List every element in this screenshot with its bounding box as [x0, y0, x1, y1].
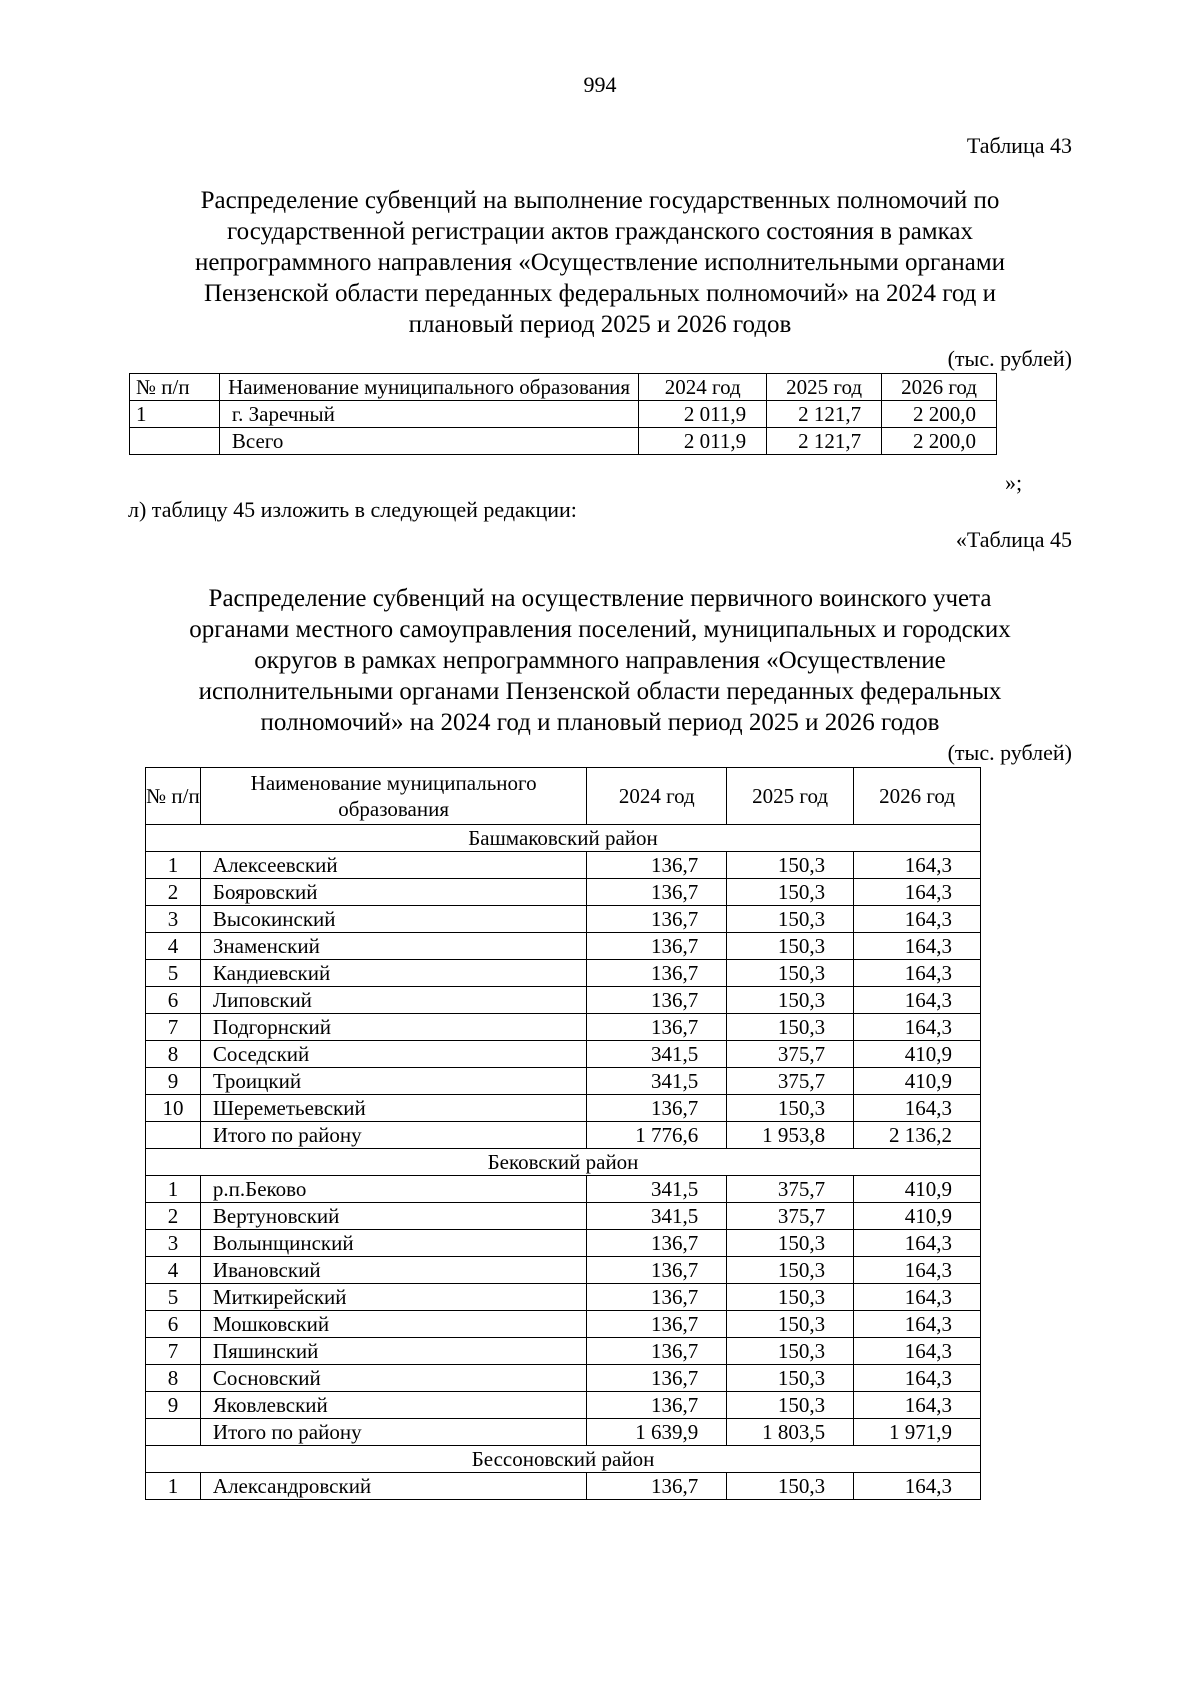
value-2025: 150,3 [727, 960, 854, 987]
table-row [146, 1311, 981, 1338]
total-row [146, 1122, 981, 1149]
value-2026: 164,3 [854, 906, 981, 933]
header-cell: 2024 год [639, 374, 767, 401]
table-row [130, 428, 997, 455]
table45-units: (тыс. рублей) [947, 740, 1072, 765]
header-cell: № п/п [130, 374, 220, 401]
table-row [146, 1473, 981, 1500]
table45-title-line: полномочий» на 2024 год и плановый период 2025 и 2026 годов [260, 709, 940, 736]
table43 [129, 373, 997, 455]
value-2024: 2 011,9 [639, 428, 767, 455]
value-2024: 136,7 [587, 933, 727, 960]
table45-title-line: исполнительными органами Пензенской области переданных федеральных [198, 678, 1002, 705]
table43-title-line: Распределение субвенций на выполнение государственных полномочий по [200, 187, 1000, 214]
row-name: Бояровский [200, 879, 586, 906]
value-2025: 2 121,7 [767, 401, 882, 428]
header-cell: 2026 год [854, 768, 981, 825]
table-row [146, 1257, 981, 1284]
table-row [146, 1014, 981, 1041]
value-2026: 2 136,2 [854, 1122, 981, 1149]
row-name: г. Заречный [219, 401, 638, 428]
header-cell: 2025 год [727, 768, 854, 825]
table43-title-line: непрограммного направления «Осуществление исполнительными органами [194, 249, 1006, 276]
row-index: 6 [146, 987, 201, 1014]
table-row [146, 1230, 981, 1257]
value-2026: 410,9 [854, 1041, 981, 1068]
value-2026: 410,9 [854, 1068, 981, 1095]
row-name: Алексеевский [200, 852, 586, 879]
header-cell: Наименование муниципального образования [200, 768, 586, 825]
row-index: 2 [146, 879, 201, 906]
value-2026: 410,9 [854, 1176, 981, 1203]
value-2024: 341,5 [587, 1041, 727, 1068]
row-index: 1 [146, 1176, 201, 1203]
row-name: Шереметьевский [200, 1095, 586, 1122]
value-2026: 164,3 [854, 1014, 981, 1041]
row-index: 8 [146, 1365, 201, 1392]
row-index [146, 1122, 201, 1149]
row-name: Яковлевский [200, 1392, 586, 1419]
value-2024: 1 776,6 [587, 1122, 727, 1149]
row-index: 4 [146, 1257, 201, 1284]
value-2026: 164,3 [854, 879, 981, 906]
value-2025: 2 121,7 [767, 428, 882, 455]
table43-title-line: государственной регистрации актов гражданского состояния в рамках [227, 218, 973, 245]
value-2025: 150,3 [727, 1365, 854, 1392]
table-row [146, 960, 981, 987]
row-name: Итого по району [200, 1419, 586, 1446]
table45-title-line: Распределение субвенций на осуществление первичного воинского учета [208, 585, 992, 612]
row-name: р.п.Беково [200, 1176, 586, 1203]
table-row [146, 1203, 981, 1230]
value-2024: 341,5 [587, 1176, 727, 1203]
table43-units: (тыс. рублей) [947, 346, 1072, 371]
value-2026: 164,3 [854, 960, 981, 987]
table-row [130, 401, 997, 428]
value-2024: 136,7 [587, 1095, 727, 1122]
row-index: 3 [146, 906, 201, 933]
row-index [130, 428, 220, 455]
value-2025: 150,3 [727, 1230, 854, 1257]
value-2024: 136,7 [587, 1392, 727, 1419]
row-index: 10 [146, 1095, 201, 1122]
value-2024: 136,7 [587, 960, 727, 987]
value-2025: 150,3 [727, 1338, 854, 1365]
header-cell: № п/п [146, 768, 201, 825]
row-name: Миткирейский [200, 1284, 586, 1311]
value-2025: 375,7 [727, 1068, 854, 1095]
table45-label: «Таблица 45 [955, 527, 1072, 552]
row-index: 7 [146, 1014, 201, 1041]
row-index: 5 [146, 1284, 201, 1311]
value-2024: 136,7 [587, 1230, 727, 1257]
row-index: 7 [146, 1338, 201, 1365]
row-index: 2 [146, 1203, 201, 1230]
table-row [146, 1365, 981, 1392]
row-index: 1 [146, 852, 201, 879]
table-row [146, 1068, 981, 1095]
header-cell: 2026 год [882, 374, 997, 401]
row-index: 3 [146, 1230, 201, 1257]
value-2024: 341,5 [587, 1203, 727, 1230]
value-2024: 136,7 [587, 1284, 727, 1311]
table-row [146, 987, 981, 1014]
table45-title-line: органами местного самоуправления поселений, муниципальных и городских [189, 616, 1011, 643]
value-2025: 150,3 [727, 1392, 854, 1419]
value-2025: 150,3 [727, 933, 854, 960]
row-name: Соседский [200, 1041, 586, 1068]
header-cell: 2025 год [767, 374, 882, 401]
row-name: Сосновский [200, 1365, 586, 1392]
value-2025: 375,7 [727, 1176, 854, 1203]
value-2025: 150,3 [727, 879, 854, 906]
value-2026: 164,3 [854, 1473, 981, 1500]
row-index: 8 [146, 1041, 201, 1068]
value-2024: 136,7 [587, 1365, 727, 1392]
section-row [146, 1446, 981, 1473]
row-name: Липовский [200, 987, 586, 1014]
value-2024: 136,7 [587, 1473, 727, 1500]
value-2026: 164,3 [854, 1284, 981, 1311]
row-index: 1 [130, 401, 220, 428]
page-number: 994 [583, 72, 617, 97]
table43-title-line: плановый период 2025 и 2026 годов [408, 311, 792, 338]
table-row [146, 1392, 981, 1419]
value-2026: 164,3 [854, 987, 981, 1014]
value-2024: 136,7 [587, 1338, 727, 1365]
row-name: Кандиевский [200, 960, 586, 987]
row-name: Волынщинский [200, 1230, 586, 1257]
table45-title-line: округов в рамках непрограммного направления «Осуществление [254, 647, 946, 674]
row-index: 9 [146, 1068, 201, 1095]
value-2024: 341,5 [587, 1068, 727, 1095]
row-name: Ивановский [200, 1257, 586, 1284]
value-2025: 150,3 [727, 987, 854, 1014]
value-2025: 150,3 [727, 1311, 854, 1338]
row-index: 6 [146, 1311, 201, 1338]
value-2026: 164,3 [854, 1095, 981, 1122]
table-row [146, 1041, 981, 1068]
value-2025: 1 803,5 [727, 1419, 854, 1446]
value-2025: 375,7 [727, 1041, 854, 1068]
row-name: Пяшинский [200, 1338, 586, 1365]
section-title: Бековский район [146, 1149, 981, 1176]
value-2025: 375,7 [727, 1203, 854, 1230]
table-row [146, 852, 981, 879]
table45-body [146, 768, 981, 1500]
total-row [146, 1419, 981, 1446]
value-2026: 164,3 [854, 852, 981, 879]
table-row [146, 906, 981, 933]
value-2024: 136,7 [587, 852, 727, 879]
section-row [146, 1149, 981, 1176]
value-2025: 1 953,8 [727, 1122, 854, 1149]
row-name: Троицкий [200, 1068, 586, 1095]
table43-label: Таблица 43 [966, 133, 1072, 158]
section-title: Башмаковский район [146, 825, 981, 852]
value-2026: 164,3 [854, 1365, 981, 1392]
value-2025: 150,3 [727, 1257, 854, 1284]
value-2025: 150,3 [727, 906, 854, 933]
table45-title [120, 583, 1080, 738]
table-row [146, 879, 981, 906]
table43-title [120, 185, 1080, 340]
value-2026: 2 200,0 [882, 401, 997, 428]
value-2025: 150,3 [727, 1014, 854, 1041]
table45-header-row [146, 768, 981, 825]
value-2024: 2 011,9 [639, 401, 767, 428]
row-name: Высокинский [200, 906, 586, 933]
row-index: 1 [146, 1473, 201, 1500]
table-row [146, 1095, 981, 1122]
value-2024: 136,7 [587, 1257, 727, 1284]
section-row [146, 825, 981, 852]
value-2026: 2 200,0 [882, 428, 997, 455]
value-2024: 1 639,9 [587, 1419, 727, 1446]
value-2025: 150,3 [727, 1095, 854, 1122]
value-2025: 150,3 [727, 852, 854, 879]
header-cell: 2024 год [587, 768, 727, 825]
row-index: 4 [146, 933, 201, 960]
table43-closing-quote: »; [1005, 470, 1023, 495]
value-2024: 136,7 [587, 906, 727, 933]
row-name: Мошковский [200, 1311, 586, 1338]
table-row [146, 933, 981, 960]
value-2026: 410,9 [854, 1203, 981, 1230]
header-cell: Наименование муниципального образования [219, 374, 638, 401]
row-index: 5 [146, 960, 201, 987]
table-row [146, 1338, 981, 1365]
value-2026: 164,3 [854, 933, 981, 960]
row-name: Вертуновский [200, 1203, 586, 1230]
value-2025: 150,3 [727, 1473, 854, 1500]
table45 [145, 767, 981, 1500]
value-2026: 164,3 [854, 1311, 981, 1338]
row-name: Всего [219, 428, 638, 455]
amendment-text: л) таблицу 45 изложить в следующей редакции: [128, 497, 577, 522]
value-2026: 164,3 [854, 1257, 981, 1284]
value-2026: 164,3 [854, 1392, 981, 1419]
value-2026: 164,3 [854, 1230, 981, 1257]
row-name: Подгорнский [200, 1014, 586, 1041]
value-2026: 164,3 [854, 1338, 981, 1365]
value-2024: 136,7 [587, 1014, 727, 1041]
table43-header-row [130, 374, 997, 401]
value-2024: 136,7 [587, 879, 727, 906]
row-name: Александровский [200, 1473, 586, 1500]
value-2025: 150,3 [727, 1284, 854, 1311]
row-index: 9 [146, 1392, 201, 1419]
row-index [146, 1419, 201, 1446]
section-title: Бессоновский район [146, 1446, 981, 1473]
table-row [146, 1176, 981, 1203]
row-name: Знаменский [200, 933, 586, 960]
table43-title-line: Пензенской области переданных федеральных полномочий» на 2024 год и [204, 280, 996, 307]
value-2024: 136,7 [587, 987, 727, 1014]
row-name: Итого по району [200, 1122, 586, 1149]
table-row [146, 1284, 981, 1311]
value-2024: 136,7 [587, 1311, 727, 1338]
value-2026: 1 971,9 [854, 1419, 981, 1446]
